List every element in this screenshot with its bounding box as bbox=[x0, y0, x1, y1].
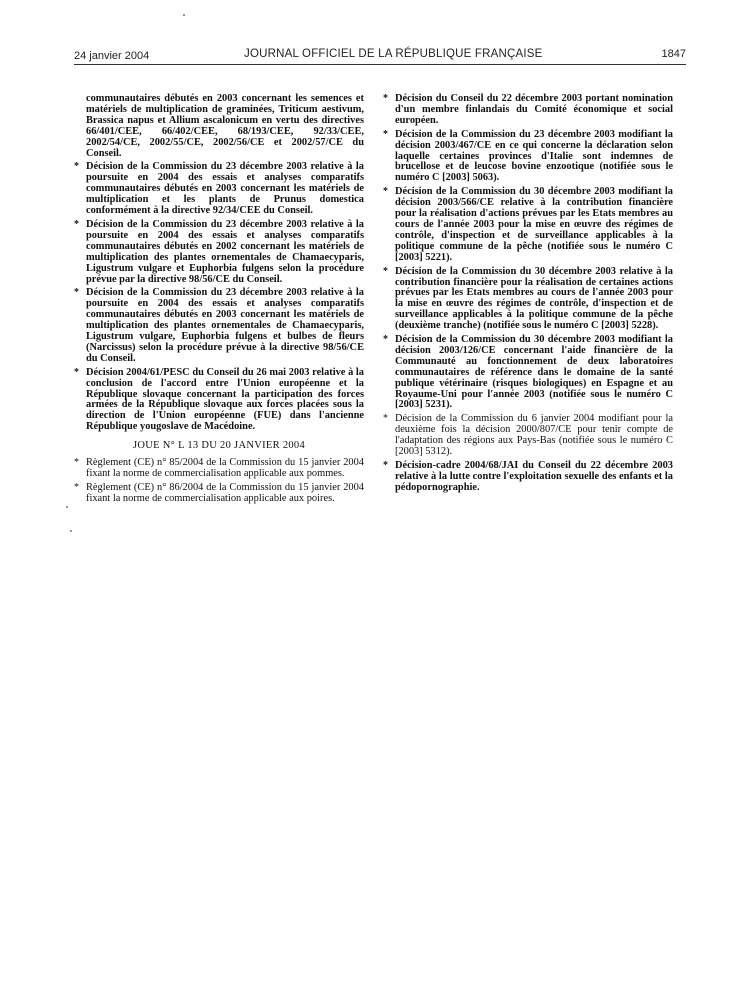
entry-text: Décision de la Commission du 23 décembre 2003 relative à la poursuite en 2004 des essais et analyses comparatifs communautaires débutés en 2003 concernant les matériels de multiplication et les plants de Prunus domestica conformément à la directive 92/34/CEE du Conseil. bbox=[86, 161, 364, 217]
list-item bbox=[383, 187, 673, 263]
list-item bbox=[383, 267, 673, 332]
entry-text: Décision 2004/61/PESC du Conseil du 26 mai 2003 relative à la conclusion de l'accord entre l'Union européenne et la République slovaque concernant la participation des forces armées de la République slovaque aux forces placées sous la direction de l'Union européenne (FUE) dans l'ancienne République yougoslave de Macédoine. bbox=[86, 366, 364, 433]
entry-text: Décision de la Commission du 30 décembre 2003 relative à la contribution financière pour la réalisation de certaines actions prévues par les Etats membres au cours de l'année 2003 pour la mise en œuvre des régimes de contrôle, d'inspection et de surveillance applicables à la politique commune de la pêche (deuxième tranche) (notifiée sous le numéro C [2003] 5228). bbox=[395, 265, 673, 332]
asterisk-marker: * bbox=[383, 413, 388, 425]
asterisk-marker: * bbox=[383, 334, 388, 346]
entry-text: Décision de la Commission du 23 décembre 2003 relative à la poursuite en 2004 des essais et analyses comparatifs communautaires débutés en 2003 concernant les matériels de multiplication des plantes ornementales de Chamaecyparis, Ligustrum vulgare, Euphorbia fulgens et bulbes de fleurs (Narcissus) selon la procédure prévue à la directive 98/56/CE du Conseil. bbox=[86, 287, 364, 364]
entry-text: Décision du Conseil du 22 décembre 2003 portant nomination d'un membre finlandais du Comité économique et social européen. bbox=[395, 93, 673, 126]
asterisk-marker: * bbox=[74, 161, 79, 173]
scan-speck bbox=[66, 506, 68, 508]
asterisk-marker: * bbox=[383, 128, 388, 140]
issue-date: 24 janvier 2004 bbox=[74, 50, 150, 62]
asterisk-marker: * bbox=[383, 265, 388, 277]
asterisk-marker: * bbox=[74, 481, 79, 493]
asterisk-marker: * bbox=[74, 457, 79, 469]
entry-text: Décision de la Commission du 23 décembre 2003 modifiant la décision 2003/467/CE en ce qui concerne la déclaration selon laquelle certaines provinces d'Italie sont indemnes de brucellose et de leucose bovine enzootique (notifiée sous le numéro C [2003] 5063). bbox=[395, 128, 673, 184]
entry-text: Décision de la Commission du 30 décembre 2003 modifiant la décision 2003/126/CE concernant l'aide financière de la Communauté au fonctionnement de deux laboratoires communautaires de référence dans le domaine de la santé publique vétérinaire (risques biologiques) en Espagne et au Royaume-Uni pour l'année 2003 (notifiée sous le numéro C [2003] 5231). bbox=[395, 334, 673, 411]
list-item bbox=[383, 461, 673, 494]
list-item bbox=[74, 94, 364, 159]
entry-text: Décision-cadre 2004/68/JAI du Conseil du 22 décembre 2003 relative à la lutte contre l'exploitation sexuelle des enfants et la pédopornographie. bbox=[395, 460, 673, 493]
header-rule bbox=[74, 64, 686, 65]
scan-speck bbox=[183, 14, 185, 16]
list-item bbox=[74, 288, 364, 364]
list-item bbox=[383, 130, 673, 185]
entry-text: Règlement (CE) n° 85/2004 de la Commission du 15 janvier 2004 fixant la norme de commercialisation applicable aux pommes. bbox=[86, 457, 364, 479]
entry-text: Décision de la Commission du 6 janvier 2004 modifiant pour la deuxième fois la décision 2000/807/CE pour tenir compte de l'adaptation des régions aux Pays-Bas (notifiée sous le numéro C [2003] 5312). bbox=[395, 413, 673, 458]
entry-text: Décision de la Commission du 23 décembre 2003 relative à la poursuite en 2004 des essais et analyses comparatifs communautaires débutés en 2002 concernant les matériels de multiplication des plantes ornementales de Chamaecyparis, Ligustrum vulgare et Euphorbia fulgens selon la procédure prévue par la directive 98/56/CE du Conseil. bbox=[86, 218, 364, 285]
list-item bbox=[74, 458, 364, 480]
journal-title: JOURNAL OFFICIEL DE LA RÉPUBLIQUE FRANÇAISE bbox=[244, 48, 543, 60]
entry-text: communautaires débutés en 2003 concernant les semences et matériels de multiplication de graminées, Triticum aestivum, Brassica napus et Allium ascalonicum en vertu des directives 66/401/CEE, 66/402/CEE, 68/193/CEE, 92/33/CEE, 2002/54/CE, 2002/55/CE, 2002/56/CE et 2002/57/CE du Conseil. bbox=[86, 93, 364, 159]
asterisk-marker: * bbox=[383, 93, 388, 104]
left-column bbox=[74, 94, 364, 508]
asterisk-marker: * bbox=[383, 186, 388, 198]
list-item bbox=[383, 335, 673, 411]
page-header bbox=[74, 46, 686, 66]
entry-text: Décision de la Commission du 30 décembre 2003 modifiant la décision 2003/566/CE relative à la contribution financière pour la réalisation d'actions prévues par les Etats membres au cours de l'année 2003 pour la mise en œuvre des régimes de contrôle, d'inspection et de surveillance applicables à la politique commune de la pêche (notifiée sous le numéro C [2003] 5221). bbox=[395, 186, 673, 263]
scan-speck bbox=[70, 530, 72, 532]
list-item bbox=[74, 368, 364, 433]
list-item bbox=[74, 483, 364, 505]
list-item bbox=[74, 162, 364, 217]
asterisk-marker: * bbox=[74, 287, 79, 299]
joue-heading: JOUE N° L 13 DU 20 JANVIER 2004 bbox=[132, 440, 306, 452]
list-item bbox=[74, 220, 364, 285]
asterisk-marker: * bbox=[383, 460, 388, 471]
page-number: 1847 bbox=[661, 48, 686, 60]
list-item bbox=[383, 94, 673, 127]
right-column bbox=[383, 94, 673, 497]
list-item bbox=[383, 414, 673, 458]
entry-text: Règlement (CE) n° 86/2004 de la Commission du 15 janvier 2004 fixant la norme de commercialisation applicable aux poires. bbox=[86, 481, 364, 504]
asterisk-marker: * bbox=[74, 218, 79, 230]
asterisk-marker: * bbox=[74, 366, 79, 378]
